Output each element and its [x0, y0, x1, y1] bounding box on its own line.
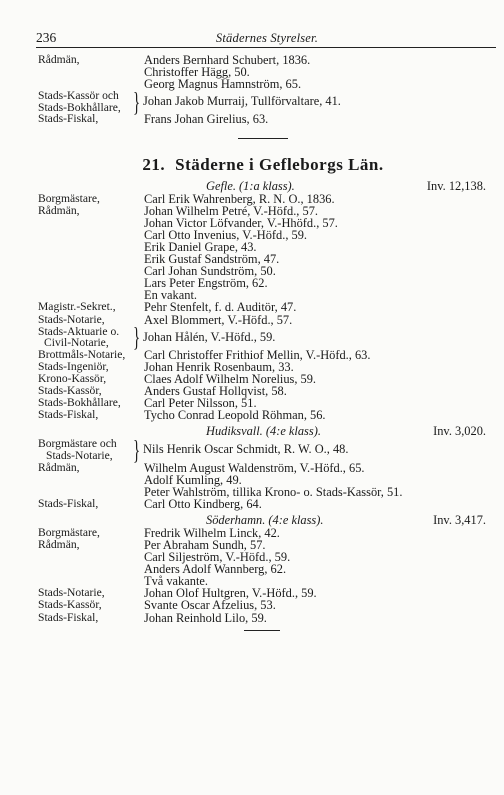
grouped-office [38, 86, 488, 117]
office-label: Borgmästare, [38, 191, 100, 205]
official-name: Lars Peter Engström, 62. [144, 276, 268, 291]
official-name: Frans Johan Girelius, 63. [144, 112, 269, 127]
official-name: En vakant. [144, 288, 197, 303]
official-name: Peter Wahlström, tillika Krono- o. Stads-Kassör, 51. [144, 484, 403, 499]
list-item [38, 205, 488, 217]
office-label: Brottmåls-Notarie, [38, 347, 126, 361]
office-label: Rådmän, [38, 203, 80, 217]
town-name: Söderhamn. (4:e klass). [206, 512, 324, 527]
gefle-list [38, 193, 488, 422]
official-name: Johan Wilhelm Petré, V.-Höfd., 57. [144, 203, 318, 218]
list-item [38, 409, 488, 421]
official-name: Carl Christoffer Frithiof Mellin, V.-Höfd., 63. [144, 347, 371, 362]
town-heading-hudiksvall [38, 424, 488, 438]
office-label: Rådmän, [38, 53, 80, 66]
official-name: Christoffer Hägg, 50. [144, 65, 250, 80]
office-label: Stads-Aktuarie o. [38, 324, 120, 338]
list-item [38, 314, 488, 326]
official-name: Tycho Conrad Leopold Röhman, 56. [144, 408, 326, 423]
population-count: Inv. 3,020. [433, 424, 486, 439]
list-item [38, 599, 488, 611]
list-item [38, 229, 488, 241]
town-heading-gefle [38, 179, 488, 193]
previous-town-list [38, 54, 488, 126]
office-label [38, 474, 142, 486]
office-label: Stads-Bokhållare, [38, 396, 121, 410]
page-content [38, 54, 488, 631]
list-item [38, 498, 488, 510]
official-name: Carl Siljeström, V.-Höfd., 59. [144, 550, 291, 565]
list-item [38, 277, 488, 289]
official-name: Carl Otto Invenius, V.-Höfd., 59. [144, 227, 308, 242]
office-label [38, 486, 142, 498]
official-name: Georg Magnus Hamnström, 65. [144, 77, 302, 92]
official-name: Johan Jakob Murraij, Tullförvaltare, 41. [143, 94, 341, 109]
end-divider [244, 630, 280, 631]
office-label [38, 241, 142, 253]
official-name: Claes Adolf Wilhelm Norelius, 59. [144, 371, 317, 386]
list-item [38, 486, 488, 498]
office-label: Stads-Ingeniör, [38, 359, 109, 373]
grouped-labels [38, 326, 134, 349]
town-name: Hudiksvall. (4:e klass). [206, 424, 321, 439]
office-label [38, 265, 142, 277]
official-name: Johan Hålén, V.-Höfd., 59. [143, 329, 276, 344]
grouped-labels [38, 90, 134, 113]
office-label: Borgmästare, [38, 525, 100, 539]
official-name: Två vakante. [144, 574, 208, 589]
page-header [36, 30, 498, 46]
office-label [38, 217, 142, 229]
office-label: Stads-Fiskal, [38, 496, 99, 510]
official-name: Adolf Kumling, 49. [144, 472, 242, 487]
official-name: Wilhelm August Waldenström, V.-Höfd., 65. [144, 460, 365, 475]
office-label: Rådmän, [38, 460, 80, 474]
office-label: Civil-Notarie, [44, 336, 109, 350]
official-name: Svante Oscar Afzelius, 53. [144, 598, 276, 613]
official-name: Anders Bernhard Schubert, 1836. [144, 53, 311, 67]
list-item [38, 193, 488, 205]
office-label: Stads-Kassör, [38, 384, 102, 398]
office-label: Rådmän, [38, 538, 80, 551]
soderhamn-list [38, 527, 488, 624]
official-name: Nils Henrik Oscar Schmidt, R. W. O., 48. [143, 442, 349, 457]
page-number: 236 [36, 30, 57, 45]
official-name: Carl Erik Wahrenberg, R. N. O., 1836. [144, 191, 335, 206]
official-name: Johan Henrik Rosenbaum, 33. [144, 359, 294, 374]
list-item [38, 54, 488, 66]
list-item [38, 474, 488, 486]
official-name: Carl Peter Nilsson, 51. [144, 396, 257, 411]
brace-glyph: } [133, 434, 141, 465]
town-name: Gefle. (1:a klass). [206, 178, 295, 193]
town-heading-soderhamn [38, 513, 488, 527]
office-label: Stads-Notarie, [38, 586, 105, 600]
office-label: Krono-Kassör, [38, 371, 107, 385]
office-label: Stads-Fiskal, [38, 610, 99, 624]
official-name: Carl Otto Kindberg, 64. [144, 496, 262, 511]
list-item [38, 462, 488, 474]
official-name: Erik Gustaf Sandström, 47. [144, 252, 280, 267]
office-label [38, 253, 142, 265]
header-rule [36, 47, 496, 48]
official-name: Axel Blommert, V.-Höfd., 57. [144, 312, 293, 327]
brace-glyph: } [133, 86, 141, 117]
list-item [38, 113, 488, 125]
official-name: Per Abraham Sundh, 57. [144, 538, 266, 552]
office-label: Stads-Kassör och [38, 89, 119, 103]
population-count: Inv. 12,138. [426, 178, 486, 193]
official-name: Johan Olof Hultgren, V.-Höfd., 59. [144, 586, 317, 601]
grouped-labels [38, 438, 134, 461]
section-number: 21. [142, 154, 166, 174]
office-label: Stads-Notarie, [46, 448, 113, 462]
running-title: Städernes Styrelser. [215, 31, 319, 45]
list-item [38, 612, 488, 624]
hudiksvall-list [38, 434, 488, 511]
office-label: Borgmästare och [38, 437, 117, 451]
population-count: Inv. 3,417. [433, 512, 486, 527]
official-name: Johan Reinhold Lilo, 59. [144, 610, 267, 625]
office-label: Stads-Bokhållare, [38, 100, 121, 114]
office-label [38, 277, 142, 289]
official-name: Pehr Stenfelt, f. d. Auditör, 47. [144, 300, 297, 315]
office-label: Stads-Notarie, [38, 312, 105, 326]
office-label: Stads-Fiskal, [38, 408, 99, 422]
office-label: Stads-Kassör, [38, 598, 102, 612]
list-item [38, 301, 488, 313]
official-name: Anders Adolf Wannberg, 62. [144, 562, 287, 577]
official-name: Anders Gustaf Hollqvist, 58. [144, 384, 287, 399]
brace-glyph: } [133, 322, 141, 353]
official-name: Carl Johan Sundström, 50. [144, 264, 276, 279]
section-title: Städerne i Gefleborgs Län. [175, 154, 384, 174]
official-name: Fredrik Wilhelm Linck, 42. [144, 525, 280, 540]
office-label: Magistr.-Sekret., [38, 300, 116, 314]
grouped-office [38, 322, 488, 353]
section-heading [38, 155, 488, 175]
grouped-office [38, 434, 488, 465]
official-name: Johan Victor Löfvander, V.-Hhöfd., 57. [144, 215, 338, 230]
office-label [38, 551, 142, 563]
list-item [38, 563, 488, 575]
office-label [38, 229, 142, 241]
official-name: Erik Daniel Grape, 43. [144, 239, 257, 254]
office-label [38, 563, 142, 575]
office-label: Stads-Fiskal, [38, 112, 99, 126]
office-label [38, 66, 142, 78]
section-divider [238, 138, 288, 139]
